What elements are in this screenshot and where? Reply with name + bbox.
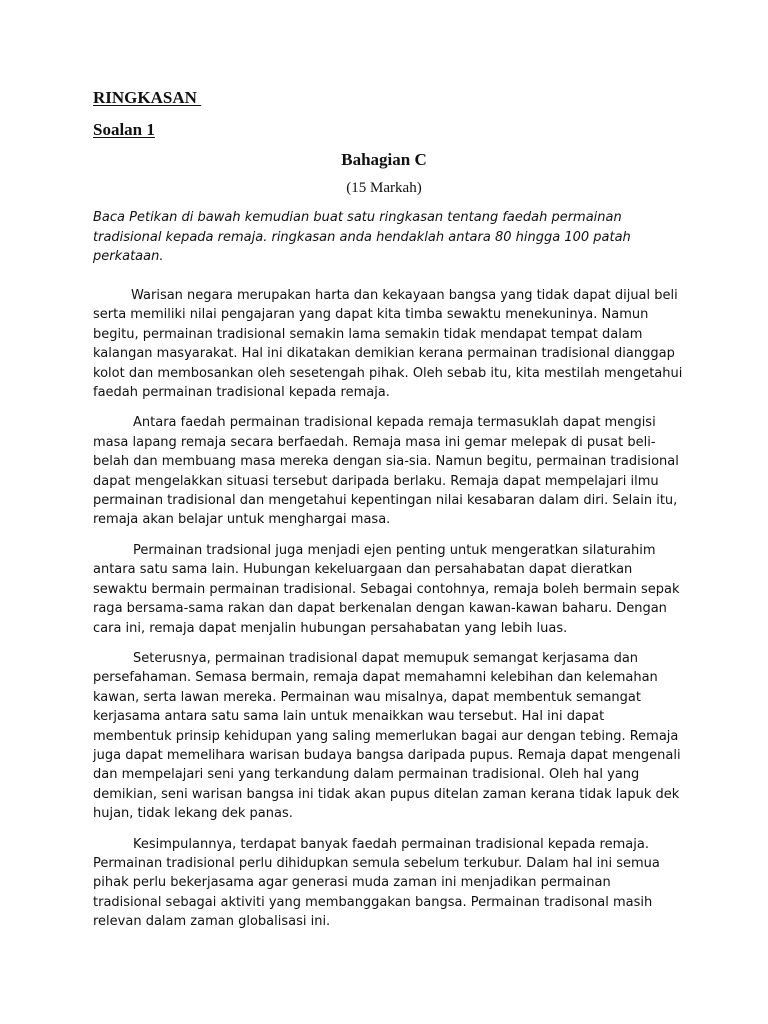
main-heading: RINGKASAN xyxy=(93,88,202,107)
marks-label: (15 Markah) xyxy=(346,180,422,196)
paragraph-5: Kesimpulannya, terdapat banyak faedah permainan tradisional kepada remaja. Permainan tradisional perlu dihidupkan semula sebelum terkubur. Dalam hal ini semua pihak perlu bekerjasama agar generasi muda zaman ini menjadikan permainan tradisional sebagai aktiviti yang membanggakan bangsa. Permainan tradisonal masih relevan dalam zaman globalisasi ini. xyxy=(93,836,660,930)
paragraph-2: Antara faedah permainan tradisional kepada remaja termasuklah dapat mengisi masa lapang remaja secara berfaedah. Remaja masa ini gemar melepak di pusat beli-belah dan membuang masa mereka dengan sia-sia. Namun begitu, permainan tradisional dapat mengelakkan situasi tersebut daripada berlaku. Remaja dapat mempelajari ilmu permainan tradisional dan mengetahui kepentingan nilai kesabaran dalam diri. Selain itu, remaja akan belajar untuk menghargai masa. xyxy=(93,415,679,528)
paragraph-4: Seterusnya, permainan tradisional dapat memupuk semangat kerjasama dan persefahaman. Semasa bermain, remaja dapat memahamni kelebihan dan kelemahan kawan, serta lawan mereka. Permainan wau misalnya, dapat membentuk semangat kerjasama antara satu sama lain untuk menaikkan wau tersebut. Hal ini dapat membentuk prinsip kehidupan yang saling memerlukan bagai aur dengan tebing. Remaja juga dapat memelihara warisan budaya bangsa daripada pupus. Remaja dapat mengenali dan mempelajari seni yang terkandung dalam permainan tradisional. Oleh hal yang demikian, seni warisan bangsa ini tidak akan pupus ditelan zaman kerana tidak lapuk dek hujan, tidak lekang dek panas. xyxy=(93,650,681,822)
instructions-text: Baca Petikan di bawah kemudian buat satu ringkasan tentang faedah permainan tradisional kepada remaja. ringkasan anda hendaklah antara 80 hingga 100 patah perkataan. xyxy=(93,210,631,264)
section-title: Bahagian C xyxy=(341,150,427,169)
question-heading: Soalan 1 xyxy=(93,120,155,139)
paragraph-1: Warisan negara merupakan harta dan kekayaan bangsa yang tidak dapat dijual beli serta memiliki nilai pengajaran yang dapat kita timba sewaktu menekuninya. Namun begitu, permainan tradisional semakin lama semakin tidak mendapat tempat dalam kalangan masyarakat. Hal ini dikatakan demikian kerana permainan tradisional dianggap kolot dan membosankan oleh sesetengah pihak. Oleh sebab itu, kita mestilah mengetahui faedah permainan tradisional kepada remaja. xyxy=(93,288,683,401)
paragraph-3: Permainan tradsional juga menjadi ejen penting untuk mengeratkan silaturahim antara satu sama lain. Hubungan kekeluargaan dan persahabatan dapat dieratkan sewaktu bermain permainan tradisional. Sebagai contohnya, remaja boleh bermain sepak raga bersama-sama rakan dan dapat berkenalan dengan kawan-kawan baharu. Dengan cara ini, remaja dapat menjalin hubungan persahabatan yang lebih luas. xyxy=(93,542,680,636)
passage-body xyxy=(93,286,683,943)
